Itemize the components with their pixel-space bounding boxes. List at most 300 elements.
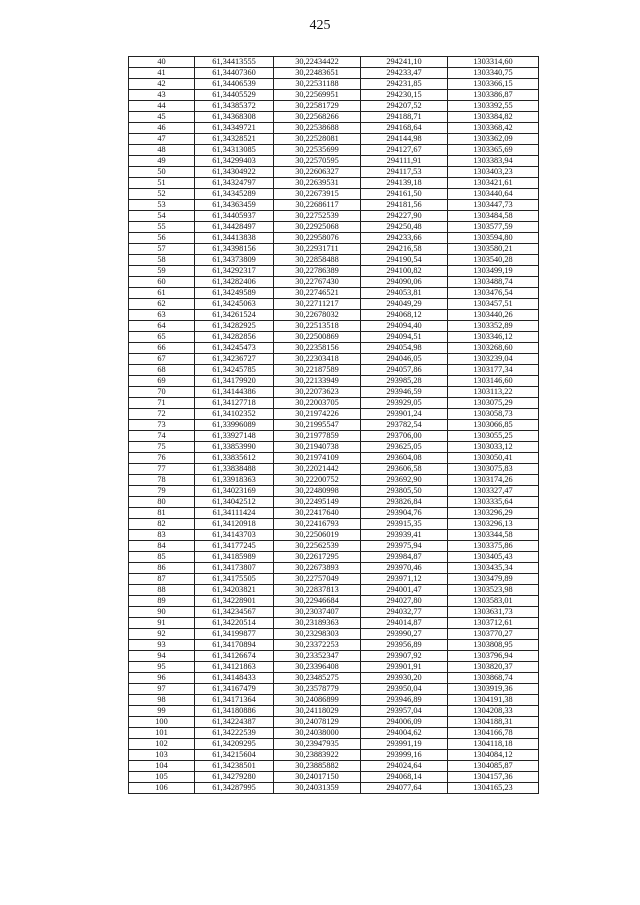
y-coordinate-cell: 1303346,12 xyxy=(448,332,539,343)
point-number-cell: 62 xyxy=(129,299,195,310)
x-coordinate-cell: 294181,56 xyxy=(361,200,448,211)
x-coordinate-cell: 294068,12 xyxy=(361,310,448,321)
latitude-cell: 61,33835612 xyxy=(195,453,274,464)
table-row xyxy=(129,629,539,640)
latitude-cell: 61,34220514 xyxy=(195,618,274,629)
x-coordinate-cell: 294188,71 xyxy=(361,112,448,123)
x-coordinate-cell: 293956,89 xyxy=(361,640,448,651)
point-number-cell: 72 xyxy=(129,409,195,420)
longitude-cell: 30,24038000 xyxy=(274,728,361,739)
y-coordinate-cell: 1303440,26 xyxy=(448,310,539,321)
table-row xyxy=(129,706,539,717)
latitude-cell: 61,33838488 xyxy=(195,464,274,475)
table-row xyxy=(129,255,539,266)
point-number-cell: 75 xyxy=(129,442,195,453)
y-coordinate-cell: 1303055,25 xyxy=(448,431,539,442)
y-coordinate-cell: 1303796,94 xyxy=(448,651,539,662)
y-coordinate-cell: 1303712,61 xyxy=(448,618,539,629)
point-number-cell: 82 xyxy=(129,519,195,530)
table-row xyxy=(129,332,539,343)
table-row xyxy=(129,189,539,200)
table-row xyxy=(129,90,539,101)
latitude-cell: 61,34287995 xyxy=(195,783,274,794)
x-coordinate-cell: 293826,84 xyxy=(361,497,448,508)
table-row xyxy=(129,68,539,79)
y-coordinate-cell: 1303440,64 xyxy=(448,189,539,200)
point-number-cell: 98 xyxy=(129,695,195,706)
latitude-cell: 61,34167479 xyxy=(195,684,274,695)
latitude-cell: 61,34328521 xyxy=(195,134,274,145)
x-coordinate-cell: 294100,82 xyxy=(361,266,448,277)
table-row xyxy=(129,761,539,772)
longitude-cell: 30,22568266 xyxy=(274,112,361,123)
longitude-cell: 30,22133949 xyxy=(274,376,361,387)
point-number-cell: 57 xyxy=(129,244,195,255)
table-row xyxy=(129,651,539,662)
longitude-cell: 30,22500869 xyxy=(274,332,361,343)
latitude-cell: 61,34245785 xyxy=(195,365,274,376)
x-coordinate-cell: 293915,35 xyxy=(361,519,448,530)
longitude-cell: 30,22946684 xyxy=(274,596,361,607)
table-row xyxy=(129,475,539,486)
longitude-cell: 30,23883922 xyxy=(274,750,361,761)
latitude-cell: 61,34215604 xyxy=(195,750,274,761)
longitude-cell: 30,22416793 xyxy=(274,519,361,530)
latitude-cell: 61,34373809 xyxy=(195,255,274,266)
latitude-cell: 61,34398156 xyxy=(195,244,274,255)
x-coordinate-cell: 293604,08 xyxy=(361,453,448,464)
latitude-cell: 61,34238501 xyxy=(195,761,274,772)
x-coordinate-cell: 294054,98 xyxy=(361,343,448,354)
latitude-cell: 61,34349721 xyxy=(195,123,274,134)
y-coordinate-cell: 1303113,22 xyxy=(448,387,539,398)
y-coordinate-cell: 1303384,82 xyxy=(448,112,539,123)
latitude-cell: 61,34144386 xyxy=(195,387,274,398)
table-row xyxy=(129,167,539,178)
latitude-cell: 61,34368308 xyxy=(195,112,274,123)
point-number-cell: 44 xyxy=(129,101,195,112)
table-row xyxy=(129,222,539,233)
point-number-cell: 102 xyxy=(129,739,195,750)
point-number-cell: 83 xyxy=(129,530,195,541)
longitude-cell: 30,24086899 xyxy=(274,695,361,706)
y-coordinate-cell: 1303403,23 xyxy=(448,167,539,178)
y-coordinate-cell: 1303435,34 xyxy=(448,563,539,574)
x-coordinate-cell: 294161,50 xyxy=(361,189,448,200)
latitude-cell: 61,34175505 xyxy=(195,574,274,585)
longitude-cell: 30,22480998 xyxy=(274,486,361,497)
latitude-cell: 61,34228901 xyxy=(195,596,274,607)
y-coordinate-cell: 1303386,87 xyxy=(448,90,539,101)
y-coordinate-cell: 1304165,23 xyxy=(448,783,539,794)
point-number-cell: 58 xyxy=(129,255,195,266)
y-coordinate-cell: 1303335,64 xyxy=(448,497,539,508)
y-coordinate-cell: 1303344,58 xyxy=(448,530,539,541)
table-row xyxy=(129,343,539,354)
x-coordinate-cell: 294046,05 xyxy=(361,354,448,365)
x-coordinate-cell: 293950,04 xyxy=(361,684,448,695)
y-coordinate-cell: 1303580,21 xyxy=(448,244,539,255)
longitude-cell: 30,23189363 xyxy=(274,618,361,629)
table-row xyxy=(129,519,539,530)
table-row xyxy=(129,552,539,563)
longitude-cell: 30,23885882 xyxy=(274,761,361,772)
table-row xyxy=(129,442,539,453)
table-row xyxy=(129,134,539,145)
latitude-cell: 61,33853990 xyxy=(195,442,274,453)
table-row xyxy=(129,277,539,288)
longitude-cell: 30,22358156 xyxy=(274,343,361,354)
table-row xyxy=(129,739,539,750)
longitude-cell: 30,22538688 xyxy=(274,123,361,134)
table-row xyxy=(129,431,539,442)
point-number-cell: 40 xyxy=(129,57,195,68)
longitude-cell: 30,22073623 xyxy=(274,387,361,398)
table-row xyxy=(129,79,539,90)
y-coordinate-cell: 1303050,41 xyxy=(448,453,539,464)
longitude-cell: 30,22531188 xyxy=(274,79,361,90)
x-coordinate-cell: 293999,16 xyxy=(361,750,448,761)
table-row xyxy=(129,123,539,134)
table-row xyxy=(129,288,539,299)
longitude-cell: 30,22678032 xyxy=(274,310,361,321)
x-coordinate-cell: 294230,15 xyxy=(361,90,448,101)
latitude-cell: 61,33996089 xyxy=(195,420,274,431)
longitude-cell: 30,22535699 xyxy=(274,145,361,156)
latitude-cell: 61,34120918 xyxy=(195,519,274,530)
longitude-cell: 30,22513518 xyxy=(274,321,361,332)
y-coordinate-cell: 1303499,19 xyxy=(448,266,539,277)
point-number-cell: 46 xyxy=(129,123,195,134)
y-coordinate-cell: 1303033,12 xyxy=(448,442,539,453)
latitude-cell: 61,34209295 xyxy=(195,739,274,750)
y-coordinate-cell: 1304084,12 xyxy=(448,750,539,761)
table-row xyxy=(129,354,539,365)
latitude-cell: 61,34111424 xyxy=(195,508,274,519)
y-coordinate-cell: 1303340,75 xyxy=(448,68,539,79)
longitude-cell: 30,23372253 xyxy=(274,640,361,651)
latitude-cell: 61,34313085 xyxy=(195,145,274,156)
y-coordinate-cell: 1303594,80 xyxy=(448,233,539,244)
point-number-cell: 42 xyxy=(129,79,195,90)
table-row xyxy=(129,541,539,552)
point-number-cell: 73 xyxy=(129,420,195,431)
latitude-cell: 61,34203821 xyxy=(195,585,274,596)
table-row xyxy=(129,211,539,222)
x-coordinate-cell: 293970,46 xyxy=(361,563,448,574)
table-row xyxy=(129,607,539,618)
page-number: 425 xyxy=(309,18,331,33)
latitude-cell: 61,34222539 xyxy=(195,728,274,739)
x-coordinate-cell: 293930,20 xyxy=(361,673,448,684)
y-coordinate-cell: 1303421,61 xyxy=(448,178,539,189)
point-number-cell: 48 xyxy=(129,145,195,156)
x-coordinate-cell: 294094,51 xyxy=(361,332,448,343)
point-number-cell: 45 xyxy=(129,112,195,123)
x-coordinate-cell: 293990,27 xyxy=(361,629,448,640)
latitude-cell: 61,34126674 xyxy=(195,651,274,662)
point-number-cell: 69 xyxy=(129,376,195,387)
x-coordinate-cell: 294024,64 xyxy=(361,761,448,772)
longitude-cell: 30,21974226 xyxy=(274,409,361,420)
longitude-cell: 30,21995547 xyxy=(274,420,361,431)
longitude-cell: 30,21977859 xyxy=(274,431,361,442)
latitude-cell: 61,34405529 xyxy=(195,90,274,101)
y-coordinate-cell: 1303296,13 xyxy=(448,519,539,530)
latitude-cell: 61,34177245 xyxy=(195,541,274,552)
x-coordinate-cell: 294216,58 xyxy=(361,244,448,255)
y-coordinate-cell: 1304191,38 xyxy=(448,695,539,706)
x-coordinate-cell: 293805,50 xyxy=(361,486,448,497)
x-coordinate-cell: 293606,58 xyxy=(361,464,448,475)
table-row xyxy=(129,464,539,475)
y-coordinate-cell: 1304085,87 xyxy=(448,761,539,772)
latitude-cell: 61,34199877 xyxy=(195,629,274,640)
latitude-cell: 61,34023169 xyxy=(195,486,274,497)
point-number-cell: 65 xyxy=(129,332,195,343)
point-number-cell: 66 xyxy=(129,343,195,354)
y-coordinate-cell: 1303368,42 xyxy=(448,123,539,134)
x-coordinate-cell: 294139,18 xyxy=(361,178,448,189)
x-coordinate-cell: 293957,04 xyxy=(361,706,448,717)
x-coordinate-cell: 294111,91 xyxy=(361,156,448,167)
latitude-cell: 61,34170894 xyxy=(195,640,274,651)
y-coordinate-cell: 1303392,55 xyxy=(448,101,539,112)
longitude-cell: 30,23037407 xyxy=(274,607,361,618)
y-coordinate-cell: 1303457,51 xyxy=(448,299,539,310)
point-number-cell: 106 xyxy=(129,783,195,794)
table-row xyxy=(129,596,539,607)
point-number-cell: 54 xyxy=(129,211,195,222)
y-coordinate-cell: 1303352,89 xyxy=(448,321,539,332)
coordinates-table-body xyxy=(129,57,539,794)
point-number-cell: 95 xyxy=(129,662,195,673)
point-number-cell: 84 xyxy=(129,541,195,552)
longitude-cell: 30,23578779 xyxy=(274,684,361,695)
table-row xyxy=(129,409,539,420)
table-row xyxy=(129,497,539,508)
y-coordinate-cell: 1303523,98 xyxy=(448,585,539,596)
latitude-cell: 61,34245473 xyxy=(195,343,274,354)
point-number-cell: 80 xyxy=(129,497,195,508)
table-row xyxy=(129,420,539,431)
x-coordinate-cell: 294001,47 xyxy=(361,585,448,596)
x-coordinate-cell: 293625,05 xyxy=(361,442,448,453)
x-coordinate-cell: 294032,77 xyxy=(361,607,448,618)
latitude-cell: 61,34249589 xyxy=(195,288,274,299)
table-row xyxy=(129,398,539,409)
x-coordinate-cell: 293782,54 xyxy=(361,420,448,431)
longitude-cell: 30,21940738 xyxy=(274,442,361,453)
x-coordinate-cell: 294057,86 xyxy=(361,365,448,376)
longitude-cell: 30,22639531 xyxy=(274,178,361,189)
point-number-cell: 97 xyxy=(129,684,195,695)
point-number-cell: 94 xyxy=(129,651,195,662)
x-coordinate-cell: 294027,80 xyxy=(361,596,448,607)
y-coordinate-cell: 1303327,47 xyxy=(448,486,539,497)
point-number-cell: 92 xyxy=(129,629,195,640)
longitude-cell: 30,22483651 xyxy=(274,68,361,79)
longitude-cell: 30,22417640 xyxy=(274,508,361,519)
point-number-cell: 67 xyxy=(129,354,195,365)
longitude-cell: 30,22528081 xyxy=(274,134,361,145)
longitude-cell: 30,22673893 xyxy=(274,563,361,574)
point-number-cell: 101 xyxy=(129,728,195,739)
longitude-cell: 30,22562539 xyxy=(274,541,361,552)
table-row xyxy=(129,453,539,464)
longitude-cell: 30,22581729 xyxy=(274,101,361,112)
table-row xyxy=(129,365,539,376)
longitude-cell: 30,22003705 xyxy=(274,398,361,409)
y-coordinate-cell: 1304188,31 xyxy=(448,717,539,728)
x-coordinate-cell: 293946,89 xyxy=(361,695,448,706)
table-row xyxy=(129,728,539,739)
point-number-cell: 60 xyxy=(129,277,195,288)
y-coordinate-cell: 1304118,18 xyxy=(448,739,539,750)
longitude-cell: 30,22570595 xyxy=(274,156,361,167)
y-coordinate-cell: 1303868,74 xyxy=(448,673,539,684)
x-coordinate-cell: 294006,09 xyxy=(361,717,448,728)
point-number-cell: 41 xyxy=(129,68,195,79)
latitude-cell: 61,34292317 xyxy=(195,266,274,277)
longitude-cell: 30,22303418 xyxy=(274,354,361,365)
point-number-cell: 85 xyxy=(129,552,195,563)
latitude-cell: 61,34102352 xyxy=(195,409,274,420)
x-coordinate-cell: 293692,90 xyxy=(361,475,448,486)
y-coordinate-cell: 1303365,69 xyxy=(448,145,539,156)
latitude-cell: 61,34148433 xyxy=(195,673,274,684)
longitude-cell: 30,22746521 xyxy=(274,288,361,299)
latitude-cell: 61,34385372 xyxy=(195,101,274,112)
x-coordinate-cell: 294250,48 xyxy=(361,222,448,233)
latitude-cell: 61,34042512 xyxy=(195,497,274,508)
x-coordinate-cell: 294233,47 xyxy=(361,68,448,79)
longitude-cell: 30,24118029 xyxy=(274,706,361,717)
latitude-cell: 61,34234567 xyxy=(195,607,274,618)
point-number-cell: 87 xyxy=(129,574,195,585)
x-coordinate-cell: 293985,28 xyxy=(361,376,448,387)
longitude-cell: 30,22837813 xyxy=(274,585,361,596)
longitude-cell: 30,22858488 xyxy=(274,255,361,266)
latitude-cell: 61,34406539 xyxy=(195,79,274,90)
y-coordinate-cell: 1303366,15 xyxy=(448,79,539,90)
longitude-cell: 30,23947935 xyxy=(274,739,361,750)
x-coordinate-cell: 294127,67 xyxy=(361,145,448,156)
table-row xyxy=(129,310,539,321)
x-coordinate-cell: 293901,91 xyxy=(361,662,448,673)
x-coordinate-cell: 294077,64 xyxy=(361,783,448,794)
x-coordinate-cell: 294168,64 xyxy=(361,123,448,134)
point-number-cell: 78 xyxy=(129,475,195,486)
x-coordinate-cell: 294227,90 xyxy=(361,211,448,222)
x-coordinate-cell: 294231,85 xyxy=(361,79,448,90)
y-coordinate-cell: 1303177,34 xyxy=(448,365,539,376)
point-number-cell: 91 xyxy=(129,618,195,629)
x-coordinate-cell: 293904,76 xyxy=(361,508,448,519)
y-coordinate-cell: 1303488,74 xyxy=(448,277,539,288)
longitude-cell: 30,22925068 xyxy=(274,222,361,233)
table-row xyxy=(129,233,539,244)
y-coordinate-cell: 1303476,54 xyxy=(448,288,539,299)
y-coordinate-cell: 1303075,83 xyxy=(448,464,539,475)
x-coordinate-cell: 293946,59 xyxy=(361,387,448,398)
longitude-cell: 30,23298303 xyxy=(274,629,361,640)
table-row xyxy=(129,266,539,277)
latitude-cell: 61,34185989 xyxy=(195,552,274,563)
longitude-cell: 30,22711217 xyxy=(274,299,361,310)
x-coordinate-cell: 294117,53 xyxy=(361,167,448,178)
x-coordinate-cell: 293984,87 xyxy=(361,552,448,563)
longitude-cell: 30,22200752 xyxy=(274,475,361,486)
latitude-cell: 61,34282925 xyxy=(195,321,274,332)
coordinates-table xyxy=(128,56,539,794)
table-row xyxy=(129,299,539,310)
longitude-cell: 30,22757049 xyxy=(274,574,361,585)
point-number-cell: 105 xyxy=(129,772,195,783)
latitude-cell: 61,34279280 xyxy=(195,772,274,783)
table-row xyxy=(129,530,539,541)
y-coordinate-cell: 1303770,27 xyxy=(448,629,539,640)
y-coordinate-cell: 1303058,73 xyxy=(448,409,539,420)
latitude-cell: 61,34428497 xyxy=(195,222,274,233)
point-number-cell: 53 xyxy=(129,200,195,211)
y-coordinate-cell: 1303919,36 xyxy=(448,684,539,695)
table-row xyxy=(129,684,539,695)
y-coordinate-cell: 1303375,86 xyxy=(448,541,539,552)
latitude-cell: 61,34324797 xyxy=(195,178,274,189)
table-row xyxy=(129,640,539,651)
table-row xyxy=(129,200,539,211)
point-number-cell: 55 xyxy=(129,222,195,233)
x-coordinate-cell: 294004,62 xyxy=(361,728,448,739)
point-number-cell: 74 xyxy=(129,431,195,442)
point-number-cell: 50 xyxy=(129,167,195,178)
latitude-cell: 61,33918363 xyxy=(195,475,274,486)
point-number-cell: 71 xyxy=(129,398,195,409)
latitude-cell: 61,34413838 xyxy=(195,233,274,244)
table-row xyxy=(129,618,539,629)
latitude-cell: 61,34345289 xyxy=(195,189,274,200)
point-number-cell: 96 xyxy=(129,673,195,684)
table-row xyxy=(129,57,539,68)
longitude-cell: 30,23352347 xyxy=(274,651,361,662)
point-number-cell: 79 xyxy=(129,486,195,497)
x-coordinate-cell: 294233,66 xyxy=(361,233,448,244)
y-coordinate-cell: 1303447,73 xyxy=(448,200,539,211)
point-number-cell: 77 xyxy=(129,464,195,475)
x-coordinate-cell: 294144,98 xyxy=(361,134,448,145)
point-number-cell: 104 xyxy=(129,761,195,772)
y-coordinate-cell: 1303583,01 xyxy=(448,596,539,607)
latitude-cell: 61,34180886 xyxy=(195,706,274,717)
x-coordinate-cell: 294068,14 xyxy=(361,772,448,783)
latitude-cell: 61,34224387 xyxy=(195,717,274,728)
x-coordinate-cell: 294094,40 xyxy=(361,321,448,332)
longitude-cell: 30,22506019 xyxy=(274,530,361,541)
longitude-cell: 30,22569951 xyxy=(274,90,361,101)
x-coordinate-cell: 293706,00 xyxy=(361,431,448,442)
point-number-cell: 99 xyxy=(129,706,195,717)
y-coordinate-cell: 1303362,09 xyxy=(448,134,539,145)
y-coordinate-cell: 1303314,60 xyxy=(448,57,539,68)
x-coordinate-cell: 294207,52 xyxy=(361,101,448,112)
latitude-cell: 61,34282856 xyxy=(195,332,274,343)
table-row xyxy=(129,145,539,156)
y-coordinate-cell: 1304166,78 xyxy=(448,728,539,739)
table-row xyxy=(129,112,539,123)
point-number-cell: 47 xyxy=(129,134,195,145)
longitude-cell: 30,22673915 xyxy=(274,189,361,200)
